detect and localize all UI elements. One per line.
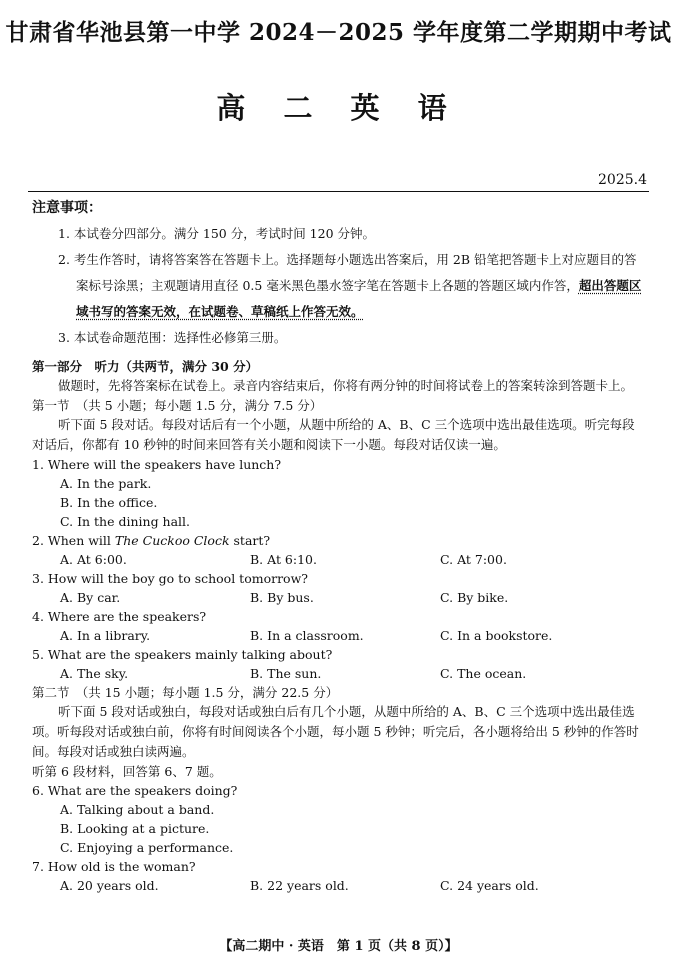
section1-instructions: 听下面 5 段对话。每段对话后有一个小题，从题中所给的 A、B、C 三个选项中选出最佳选项。听完每段对话后，你都有 10 秒钟的时间来回答有关小题和阅读下一小题。每段对话仅读一遍。 — [32, 417, 635, 452]
question-3-option-a: A. By car. — [60, 590, 121, 605]
question-6-option-b: B. Looking at a picture. — [60, 821, 210, 836]
question-1-stem: 1. Where will the speakers have lunch? — [32, 457, 282, 472]
notes-section — [32, 197, 647, 351]
question-5-options — [32, 664, 647, 683]
note-item-3: 3. 本试卷命题范围：选择性必修第三册。 — [58, 330, 287, 345]
question-6-stem: 6. What are the speakers doing? — [32, 783, 238, 798]
note-item-1: 1. 本试卷分四部分。满分 150 分，考试时间 120 分钟。 — [58, 226, 376, 241]
question-2-option-a: A. At 6:00. — [60, 552, 127, 567]
note-item-2-text: 2. 考生作答时，请将答案答在答题卡上。选择题每小题选出答案后，用 2B 铅笔把答题卡上对应题目的答案标号涂黑；主观题请用直径 0.5 毫米黑色墨水签字笔在答题卡上各题的答题区域内作答， — [58, 252, 637, 293]
question-1-option-c: C. In the dining hall. — [60, 514, 191, 529]
part1-intro: 做题时，先将答案标在试卷上。录音内容结束后，你将有两分钟的时间将试卷上的答案转涂到答题卡上。 — [58, 378, 634, 393]
question-7-option-a: A. 20 years old. — [60, 878, 159, 893]
question-2-stem-post: start? — [229, 533, 271, 548]
question-2-stem — [32, 531, 647, 550]
question-3-stem: 3. How will the boy go to school tomorrow? — [32, 571, 308, 586]
exam-title: 甘肃省华池县第一中学 2024－2025 学年度第二学期期中考试 — [5, 19, 672, 46]
question-3-option-b: B. By bus. — [250, 590, 314, 605]
question-4-option-a: A. In a library. — [60, 628, 151, 643]
question-4-options — [32, 626, 647, 645]
question-2-title-italic: The Cuckoo Clock — [114, 533, 230, 548]
question-5-option-b: B. The sun. — [250, 666, 322, 681]
question-6-option-a: A. Talking about a band. — [60, 802, 215, 817]
question-4-option-b: B. In a classroom. — [250, 628, 364, 643]
section2-heading: 第二节 （共 15 小题；每小题 1.5 分，满分 22.5 分） — [32, 685, 339, 700]
question-4-option-c: C. In a bookstore. — [440, 628, 553, 643]
question-5-stem: 5. What are the speakers mainly talking about? — [32, 647, 333, 662]
question-4-stem: 4. Where are the speakers? — [32, 609, 207, 624]
question-2-stem-pre: 2. When will — [32, 533, 115, 548]
section1-heading: 第一节 （共 5 小题；每小题 1.5 分，满分 7.5 分） — [32, 398, 323, 413]
subject-title: 高 二 英 语 — [216, 91, 461, 125]
question-5-option-a: A. The sky. — [60, 666, 129, 681]
listening-part — [32, 357, 647, 895]
question-3-options — [32, 588, 647, 607]
question-1-option-a: A. In the park. — [60, 476, 152, 491]
question-3-option-c: C. By bike. — [440, 590, 509, 605]
question-6-option-c: C. Enjoying a performance. — [60, 840, 234, 855]
header-divider — [28, 191, 649, 192]
question-2-options — [32, 550, 647, 569]
question-7-option-b: B. 22 years old. — [250, 878, 349, 893]
material-6-note: 听第 6 段材料，回答第 6、7 题。 — [32, 764, 222, 779]
question-5-option-c: C. The ocean. — [440, 666, 527, 681]
question-7-stem: 7. How old is the woman? — [32, 859, 196, 874]
question-1-option-b: B. In the office. — [60, 495, 158, 510]
notes-title: 注意事项： — [32, 200, 102, 216]
part1-heading: 第一部分 听力（共两节，满分 30 分） — [32, 359, 259, 374]
question-7-option-c: C. 24 years old. — [440, 878, 539, 893]
note-item-2-emphasis: 超出答题区域书写的答案无效，在试题卷、草稿纸上作答无效。 — [76, 278, 642, 319]
question-2-option-b: B. At 6:10. — [250, 552, 317, 567]
note-item-2 — [32, 247, 647, 325]
question-2-option-c: C. At 7:00. — [440, 552, 507, 567]
question-7-options — [32, 876, 647, 895]
page-footer: 【高二期中 · 英语 第 1 页（共 8 页）】 — [219, 939, 458, 954]
section2-instructions: 听下面 5 段对话或独白，每段对话或独白后有几个小题，从题中所给的 A、B、C 三个选项中选出最佳选项。听每段对话或独白前，你将有时间阅读各个小题，每小题 5 秒钟；听完后，各小题将给出 5 秒钟的作答时间。每段对话或独白读两遍。 — [32, 704, 639, 759]
exam-date: 2025.4 — [598, 172, 647, 188]
